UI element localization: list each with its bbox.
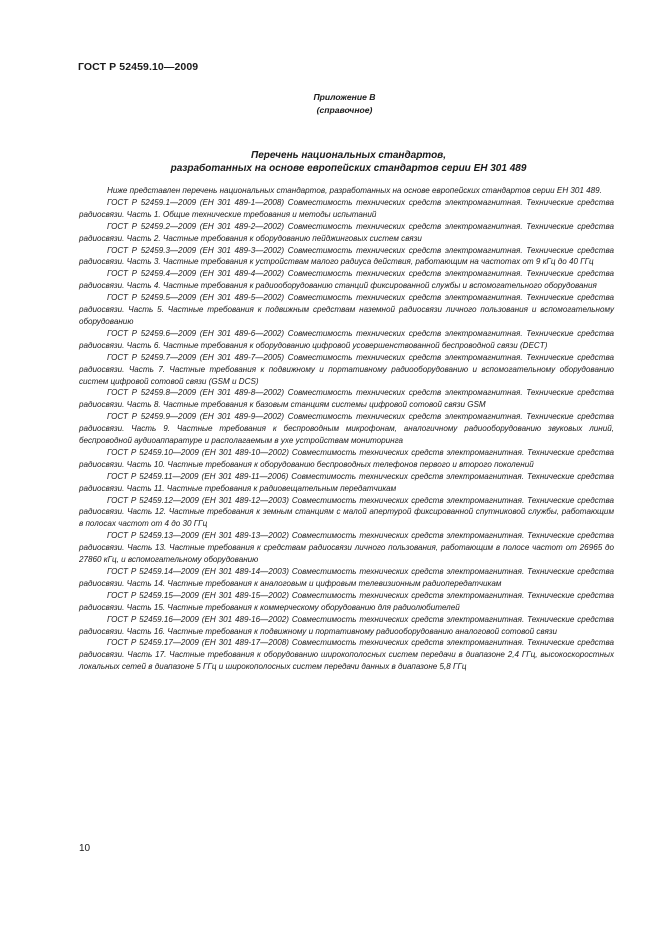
standard-entry-8: ГОСТ Р 52459.8—2009 (ЕН 301 489-8—2002) Совместимость технических средств электромагнитная. Технические средства радиосвязи. Часть 8. Частные требования к базовым станциям системы цифровой сотовой связи GSM: [79, 388, 614, 410]
standard-entry-14: ГОСТ Р 52459.14—2009 (ЕН 301 489-14—2003) Совместимость технических средств электромагнитная. Технические средства радиосвязи. Часть 14. Частные требования к аналоговым и цифровым телевизионным радиопередатчикам: [79, 567, 614, 588]
standard-entry-4: ГОСТ Р 52459.4—2009 (ЕН 301 489-4—2002) Совместимость технических средств электромагнитная. Технические средства радиосвязи. Часть 4. Частные требования к радиооборудованию станций фиксированной службы и вспомогательного оборудования: [79, 269, 614, 291]
section-title: [0, 149, 661, 175]
intro-paragraph: Ниже представлен перечень национальных стандартов, разработанных на основе европейских стандартов серии ЕН 301 489.: [107, 186, 602, 195]
standard-entry-17: ГОСТ Р 52459.17—2009 (ЕН 301 489-17—2008) Совместимость технических средств электромагнитная. Технические средства радиосвязи. Часть 17. Частные требования к оборудованию широкополосных систем передачи в диапазоне 2,4 ГГц, высокоскоростных локальных сетей в диапазоне 5 ГГц и широкополосных систем передачи данных в диапазоне 5,8 ГГц: [79, 638, 614, 672]
standard-entry-13: ГОСТ Р 52459.13—2009 (ЕН 301 489-13—2002) Совместимость технических средств электромагнитная. Технические средства радиосвязи. Часть 13. Частные требования к средствам радиосвязи личного пользования, работающим в полосе частот от 26965 до 27860 кГц, и вспомогательному оборудованию: [79, 531, 614, 565]
standard-entry-16: ГОСТ Р 52459.16—2009 (ЕН 301 489-16—2002) Совместимость технических средств электромагнитная. Технические средства радиосвязи. Часть 16. Частные требования к подвижному и портативному радиооборудованию аналоговой сотовой связи: [79, 614, 614, 636]
standard-entry-5: ГОСТ Р 52459.5—2009 (ЕН 301 489-5—2002) Совместимость технических средств электромагнитная. Технические средства радиосвязи. Часть 5. Частные требования к подвижным средствам наземной радиосвязи личного пользования и вспомогательному оборудованию: [79, 293, 614, 326]
standard-entry-9: ГОСТ Р 52459.9—2009 (ЕН 301 489-9—2002) Совместимость технических средств электромагнитная. Технические средства радиосвязи. Часть 9. Частные требования к беспроводным микрофонам, аналогичному радиооборудованию звуковых линий, беспроводной аудиоаппаратуре и располагаемым в ухе устройствам мониторинга: [79, 412, 614, 446]
standard-entry-7: ГОСТ Р 52459.7—2009 (ЕН 301 489-7—2005) Совместимость технических средств электромагнитная. Технические средства радиосвязи. Часть 7. Частные требования к подвижному и портативному радиооборудованию и вспомогательному оборудованию систем цифровой сотовой связи (GSM и DCS): [79, 352, 614, 386]
standard-entry-10: ГОСТ Р 52459.10—2009 (ЕН 301 489-10—2002) Совместимость технических средств электромагнитная. Технические средства радиосвязи. Часть 10. Частные требования к оборудованию беспроводных телефонов первого и второго поколений: [79, 447, 614, 469]
standards-list: [79, 185, 614, 673]
standard-entry-15: ГОСТ Р 52459.15—2009 (ЕН 301 489-15—2002) Совместимость технических средств электромагнитная. Технические средства радиосвязи. Часть 15. Частные требования к коммерческому оборудованию для радиолюбителей: [79, 590, 614, 612]
appendix-heading: [0, 91, 661, 116]
section-title-line-2: разработанных на основе европейских стандартов серии ЕН 301 489: [170, 163, 527, 174]
standard-entry-1: ГОСТ Р 52459.1—2009 (ЕН 301 489-1—2008) Совместимость технических средств электромагнитная. Технические средства радиосвязи. Часть 1. Общие технические требования и методы испытаний: [79, 197, 614, 219]
standard-entry-3: ГОСТ Р 52459.3—2009 (ЕН 301 489-3—2002) Совместимость технических средств электромагнитная. Технические средства радиосвязи. Часть 3. Частные требования к устройствам малого радиуса действия, работающим на частотах от 9 кГц до 40 ГГц: [79, 245, 614, 267]
standard-entry-2: ГОСТ Р 52459.2—2009 (ЕН 301 489-2—2002) Совместимость технических средств электромагнитная. Технические средства радиосвязи. Часть 2. Частные требования к оборудованию пейджинговых систем связи: [79, 221, 614, 243]
standard-entry-11: ГОСТ Р 52459.11—2009 (ЕН 301 489-11—2006) Совместимость технических средств электромагнитная. Технические средства радиосвязи. Часть 11. Частные требования к радиовещательным передатчикам: [79, 471, 614, 493]
standard-entry-6: ГОСТ Р 52459.6—2009 (ЕН 301 489-6—2002) Совместимость технических средств электромагнитная. Технические средства радиосвязи. Часть 6. Частные требования к оборудованию цифровой усовершенствованной беспроводной связи (DECT): [79, 328, 614, 350]
section-title-line-1: Перечень национальных стандартов,: [251, 150, 446, 161]
document-header: ГОСТ Р 52459.10—2009: [78, 61, 199, 73]
page-number: 10: [79, 843, 91, 854]
standard-entry-12: ГОСТ Р 52459.12—2009 (ЕН 301 489-12—2003) Совместимость технических средств электромагнитная. Технические средства радиосвязи. Часть 12. Частные требования к земным станциям с малой апертурой фиксированной спутниковой службы, работающим в полосах частот от 4 до 30 ГГц: [79, 495, 614, 529]
appendix-title: Приложение В: [313, 92, 376, 102]
appendix-subtitle: (справочное): [316, 104, 373, 115]
